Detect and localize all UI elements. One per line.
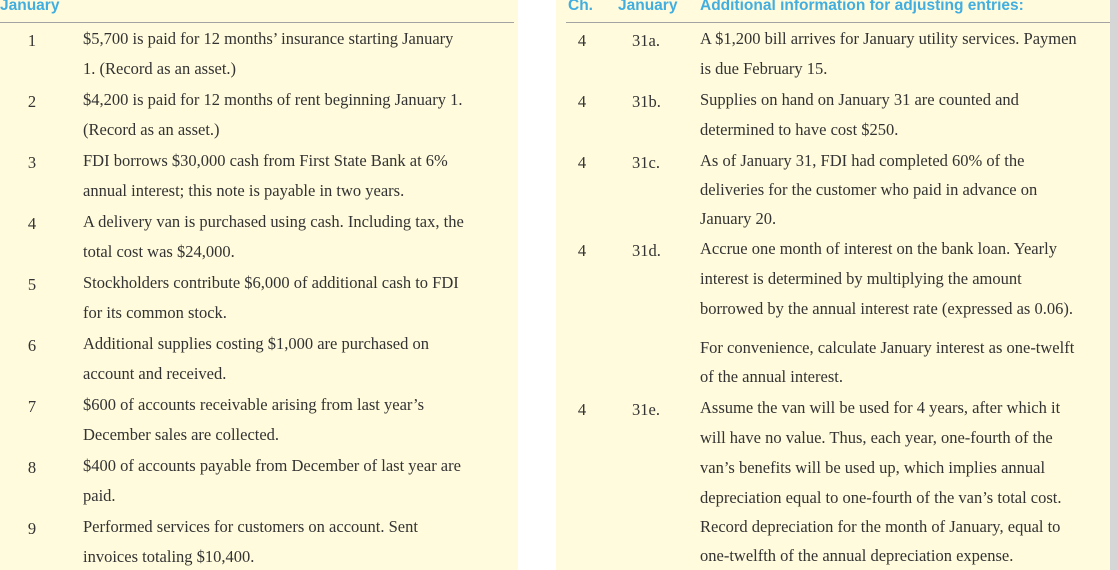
row-text-line: December sales are collected. [83, 425, 280, 444]
row-text-line: Additional supplies costing $1,000 are purchased on [83, 334, 429, 353]
row-text-line: depreciation equal to one-fourth of the van’s total cost. [700, 488, 1062, 507]
row-text-line: invoices totaling $10,400. [83, 547, 255, 566]
row-text-line: Stockholders contribute $6,000 of additional cash to FDI [83, 273, 459, 292]
january-header: January [618, 0, 678, 14]
january-header: January [0, 0, 60, 14]
vertical-scrollbar[interactable] [1110, 0, 1118, 570]
row-text-line: (Record as an asset.) [83, 120, 220, 139]
row-text-line: Record depreciation for the month of January, equal to [700, 517, 1061, 536]
row-number: 1 [27, 31, 37, 50]
transactions-panel [0, 0, 518, 570]
row-text-line: A delivery van is purchased using cash. Including tax, the [83, 212, 464, 231]
row-text-line: van’s benefits will be used up, which implies annual [700, 458, 1046, 477]
row-text-line: deliveries for the customer who paid in advance on [700, 180, 1038, 199]
row-text-line: interest is determined by multiplying the amount [700, 269, 1022, 288]
ch-header: Ch. [568, 0, 593, 14]
row-text-line: borrowed by the annual interest rate (expressed as 0.06). [700, 299, 1073, 318]
row-text-line: A $1,200 bill arrives for January utility services. Paymen [700, 29, 1077, 48]
chapter-cell: 4 [577, 153, 587, 172]
info-header: Additional information for adjusting entries: [700, 0, 1024, 14]
header-rule [566, 22, 1110, 23]
header-rule [0, 22, 514, 23]
row-text-line: of the annual interest. [700, 367, 843, 386]
row-text-line: is due February 15. [700, 59, 828, 78]
row-text-line: Assume the van will be used for 4 years, after which it [700, 398, 1061, 417]
date-cell: 31d. [632, 241, 661, 260]
row-text-line: for its common stock. [83, 303, 227, 322]
chapter-cell: 4 [577, 92, 587, 111]
row-text-line: $4,200 is paid for 12 months of rent beginning January 1. [83, 90, 463, 109]
row-text-line: one-twelfth of the annual depreciation expense. [700, 546, 1014, 565]
date-cell: 31e. [632, 400, 660, 419]
row-number: 6 [27, 336, 37, 355]
row-text-line: For convenience, calculate January interest as one-twelft [700, 338, 1075, 357]
row-number: 2 [27, 92, 37, 111]
row-text-line: Performed services for customers on account. Sent [83, 517, 418, 536]
row-number: 5 [27, 275, 37, 294]
row-text-line: $5,700 is paid for 12 months’ insurance starting January [83, 29, 454, 48]
date-cell: 31b. [632, 92, 661, 111]
chapter-cell: 4 [577, 31, 587, 50]
row-text-line: will have no value. Thus, each year, one-fourth of the [700, 428, 1053, 447]
chapter-cell: 4 [577, 400, 587, 419]
row-text-line: total cost was $24,000. [83, 242, 235, 261]
row-text-line: As of January 31, FDI had completed 60% of the [700, 151, 1025, 170]
row-number: 9 [27, 519, 37, 538]
row-text-line: 1. (Record as an asset.) [83, 59, 237, 78]
row-text-line: annual interest; this note is payable in two years. [83, 181, 405, 200]
row-text-line: Accrue one month of interest on the bank loan. Yearly [700, 239, 1057, 258]
chapter-cell: 4 [577, 241, 587, 260]
row-number: 8 [27, 458, 37, 477]
adjustments-panel [556, 0, 1118, 570]
row-text-line: paid. [83, 486, 116, 505]
row-number: 3 [27, 153, 37, 172]
row-text-line: determined to have cost $250. [700, 120, 899, 139]
row-text-line: January 20. [700, 209, 777, 228]
row-number: 7 [27, 397, 37, 416]
row-text-line: Supplies on hand on January 31 are counted and [700, 90, 1019, 109]
date-cell: 31c. [632, 153, 660, 172]
row-text-line: $600 of accounts receivable arising from last year’s [83, 395, 425, 414]
row-text-line: account and received. [83, 364, 227, 383]
row-text-line: FDI borrows $30,000 cash from First State Bank at 6% [83, 151, 448, 170]
row-text-line: $400 of accounts payable from December of last year are [83, 456, 461, 475]
date-cell: 31a. [632, 31, 660, 50]
row-number: 4 [27, 214, 37, 233]
